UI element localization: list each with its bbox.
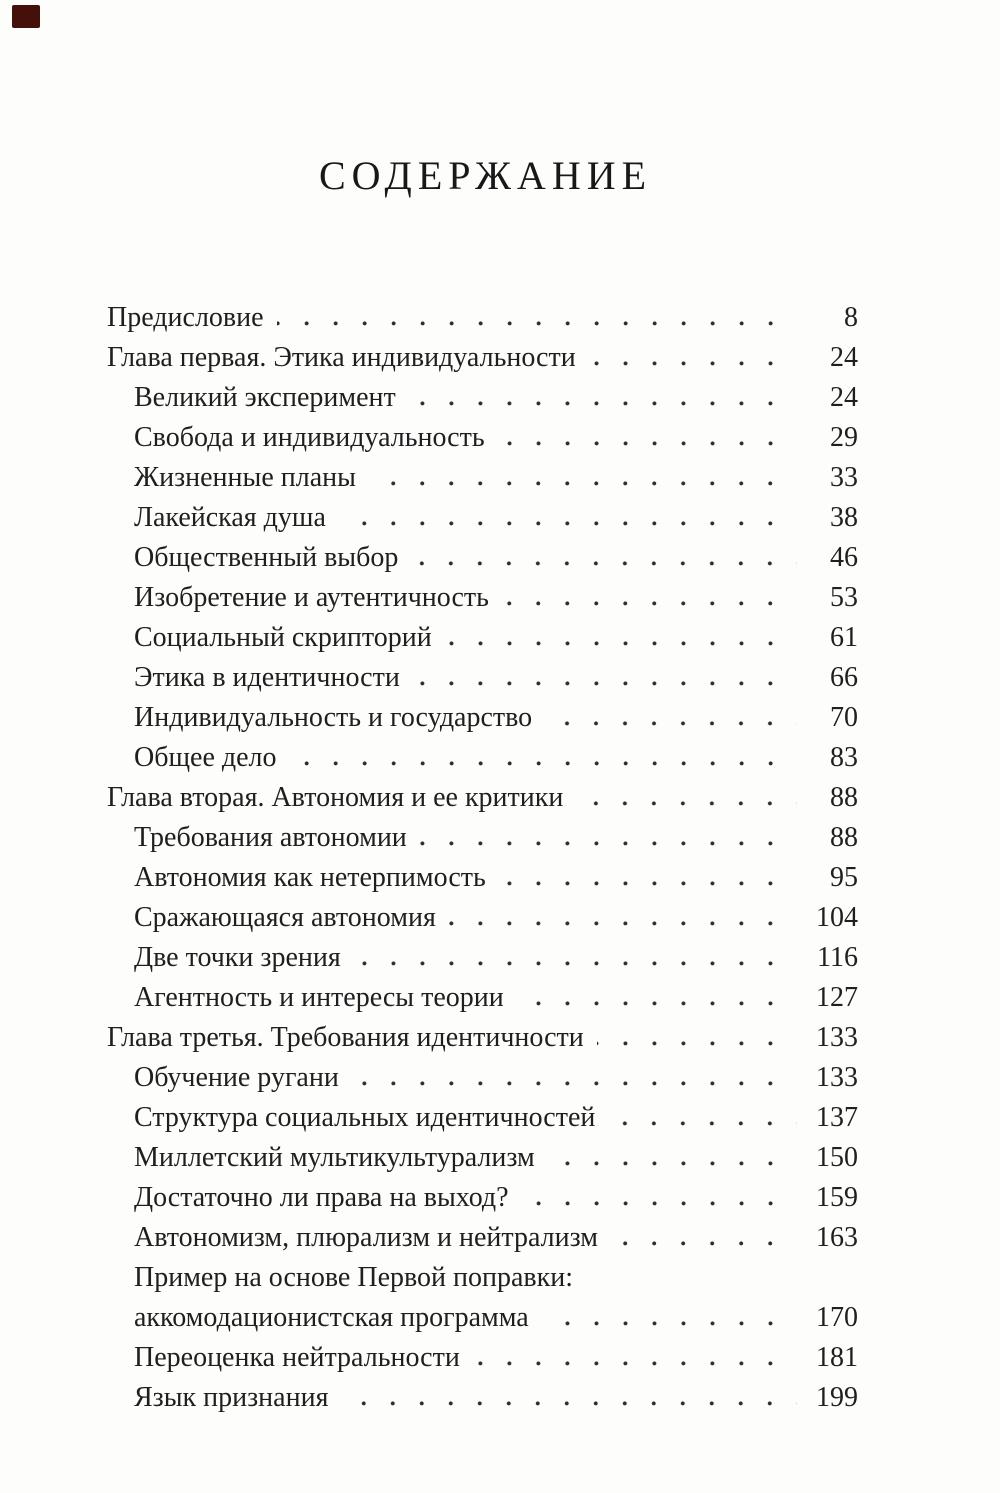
dot-leader [542, 1321, 797, 1326]
dot-leader [548, 1161, 797, 1166]
dot-leader [597, 1041, 797, 1046]
toc-entry-label: Автономизм, плюрализм и нейтрализм [134, 1222, 599, 1253]
page-number: 88 [830, 782, 858, 813]
toc-entry-row [134, 378, 858, 418]
dot-leader [517, 1001, 797, 1006]
toc-entry-label: Жизненные планы [134, 462, 356, 493]
toc-entry-row [134, 538, 858, 578]
toc-entry [107, 298, 858, 338]
page-number: 46 [830, 542, 858, 573]
toc-entry [107, 578, 858, 618]
toc-entry-row [134, 858, 858, 898]
toc-entry [107, 978, 858, 1018]
page-number: 8 [844, 302, 858, 333]
toc-entry-row [107, 778, 858, 818]
page-number: 24 [830, 382, 858, 413]
page-number: 199 [816, 1382, 858, 1413]
toc-entry-label: Переоценка нейтральности [134, 1342, 460, 1373]
toc-entry-line: Пример на основе Первой поправки: [134, 1262, 574, 1293]
toc-entry [107, 1218, 858, 1258]
page-number: 38 [830, 502, 858, 533]
toc-entry-label: Требования автономии [134, 822, 407, 853]
toc-entry-label: Свобода и индивидуальность [134, 422, 485, 453]
toc-entry [107, 818, 858, 858]
toc-entry-row [134, 698, 858, 738]
toc-entry-label: Глава третья. Требования идентичности [107, 1022, 584, 1053]
toc-entry-row [134, 1098, 858, 1138]
toc-entry-row [134, 1338, 858, 1378]
toc-entry-label: Глава первая. Этика индивидуальности [107, 342, 576, 373]
toc-entry [107, 1018, 858, 1058]
toc-entry-row [134, 1058, 858, 1098]
dot-leader [409, 401, 797, 406]
toc-entry [107, 738, 858, 778]
toc-entry [107, 898, 858, 938]
toc-entry-row [134, 938, 858, 978]
page-number: 163 [816, 1222, 858, 1253]
toc-entry [107, 1258, 858, 1338]
toc-entry-row [134, 1138, 858, 1178]
page-number: 104 [816, 902, 858, 933]
page-title: СОДЕРЖАНИЕ [318, 153, 653, 198]
dot-leader [339, 521, 797, 526]
toc-entry-label: Общее дело [134, 742, 277, 773]
toc-entry-row [134, 1218, 858, 1258]
toc-entry-row [134, 418, 858, 458]
toc-entry [107, 418, 858, 458]
toc-entry-label: Структура социальных идентичностей [134, 1102, 596, 1133]
toc-entry-row [107, 338, 858, 378]
dot-leader [352, 1081, 797, 1086]
toc-entry [107, 1338, 858, 1378]
dot-leader [502, 601, 797, 606]
toc-entry-row [134, 738, 858, 778]
toc-entry-label: Глава вторая. Автономия и ее критики [107, 782, 564, 813]
toc-entry [107, 1058, 858, 1098]
page-number: 137 [816, 1102, 858, 1133]
page-number: 53 [830, 582, 858, 613]
toc-entry [107, 778, 858, 818]
page-number: 127 [816, 982, 858, 1013]
dot-leader [341, 1401, 797, 1406]
dot-leader [545, 721, 797, 726]
toc-entry [107, 858, 858, 898]
toc-entry-label: Сражающаяся автономия [134, 902, 436, 933]
toc-entry-label: Агентность и интересы теории [134, 982, 504, 1013]
page-number: 150 [816, 1142, 858, 1173]
page-number: 159 [816, 1182, 858, 1213]
dot-leader [608, 1121, 797, 1126]
toc-entry-label: Предисловие [107, 302, 264, 333]
page-number: 116 [817, 942, 858, 973]
toc-list [107, 298, 858, 1418]
toc-entry [107, 1178, 858, 1218]
dot-leader [369, 481, 797, 486]
toc-entry [107, 458, 858, 498]
dot-leader [354, 961, 797, 966]
toc-entry [107, 498, 858, 538]
page-number: 66 [830, 662, 858, 693]
page-number: 24 [830, 342, 858, 373]
toc-entry [107, 538, 858, 578]
dot-leader [449, 921, 797, 926]
toc-entry-row [134, 498, 858, 538]
dot-leader [411, 561, 797, 566]
toc-entry [107, 698, 858, 738]
dot-leader [522, 1201, 797, 1206]
page-number: 133 [816, 1022, 858, 1053]
page-number: 61 [830, 622, 858, 653]
toc-entry-row [134, 898, 858, 938]
page-number: 88 [830, 822, 858, 853]
toc-entry-label: Общественный выбор [134, 542, 399, 573]
toc-entry-label: Этика в идентичности [134, 662, 400, 693]
toc-entry [107, 338, 858, 378]
toc-entry-label: Достаточно ли права на выход? [134, 1182, 509, 1213]
toc-entry [107, 378, 858, 418]
toc-entry-label: Автономия как нетерпимость [134, 862, 486, 893]
toc-entry [107, 938, 858, 978]
toc-entry-row [134, 1178, 858, 1218]
toc-entry-label: Лакейская душа [134, 502, 326, 533]
toc-entry-row [134, 658, 858, 698]
toc-entry-label: Изобретение и аутентичность [134, 582, 489, 613]
scan-corner-mark [12, 5, 40, 28]
toc-entry-label: Миллетский мультикультурализм [134, 1142, 535, 1173]
toc-entry [107, 1138, 858, 1178]
page-number: 170 [816, 1302, 858, 1333]
toc-entry-row [134, 618, 858, 658]
toc-entry-label: Две точки зрения [134, 942, 341, 973]
toc-entry [107, 1378, 858, 1418]
toc-entry-row [134, 1378, 858, 1418]
toc-entry-label: Язык признания [134, 1382, 329, 1413]
dot-leader [499, 881, 797, 886]
toc-entry-row [134, 578, 858, 618]
toc-entry [107, 1098, 858, 1138]
page-number: 70 [830, 702, 858, 733]
dot-leader [589, 361, 797, 366]
toc-entry-row [134, 978, 858, 1018]
toc-entry-label: аккомодационистская программа [134, 1302, 529, 1333]
page-number: 181 [816, 1342, 858, 1373]
toc-entry-label: Индивидуальность и государство [134, 702, 533, 733]
toc-entry-row [107, 1018, 858, 1058]
dot-leader [473, 1361, 797, 1366]
dot-leader [277, 321, 797, 326]
toc-entry-label: Обучение ругани [134, 1062, 339, 1093]
toc-entry-row [134, 818, 858, 858]
dot-leader [413, 681, 797, 686]
toc-entry [107, 618, 858, 658]
dot-leader [420, 841, 797, 846]
dot-leader [445, 641, 797, 646]
toc-entry-label: Великий эксперимент [134, 382, 396, 413]
dot-leader [576, 801, 797, 806]
page-number: 83 [830, 742, 858, 773]
page-number: 29 [830, 422, 858, 453]
page-number: 33 [830, 462, 858, 493]
dot-leader [498, 441, 797, 446]
page-number: 133 [816, 1062, 858, 1093]
toc-entry [107, 658, 858, 698]
toc-entry-row [107, 298, 858, 338]
toc-entry-label: Социальный скрипторий [134, 622, 432, 653]
toc-entry-row [134, 458, 858, 498]
page-number: 95 [830, 862, 858, 893]
dot-leader [290, 761, 797, 766]
dot-leader [611, 1241, 797, 1246]
toc-entry-row [134, 1298, 858, 1338]
